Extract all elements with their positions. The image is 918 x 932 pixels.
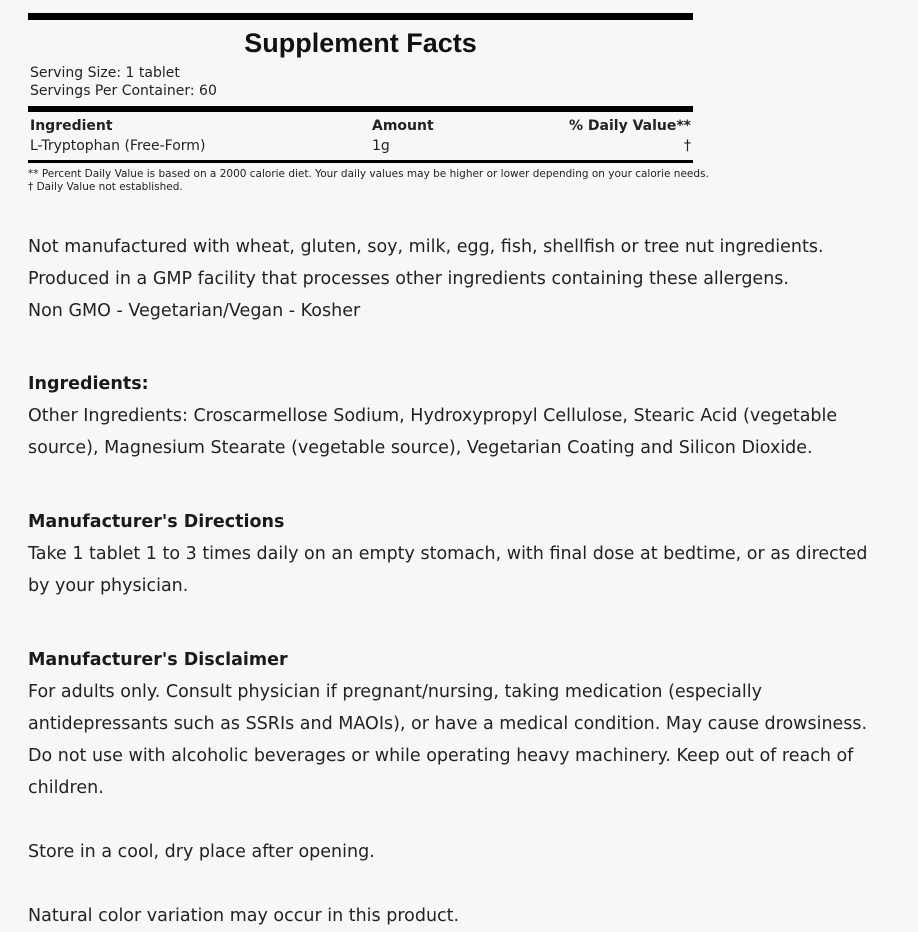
table-row — [28, 134, 693, 160]
facts-top-rule — [28, 13, 693, 20]
column-header-daily-value: % Daily Value** — [569, 118, 691, 134]
facts-table — [28, 112, 693, 160]
facts-title: Supplement Facts — [244, 28, 477, 58]
servings-per-container: Servings Per Container: 60 — [30, 83, 217, 99]
footnote-percent-daily-value: ** Percent Daily Value is based on a 2000 calorie diet. Your daily values may be higher or lower depending on your calorie needs. — [28, 168, 709, 180]
disclaimer-heading: Manufacturer's Disclaimer — [28, 650, 288, 670]
directions-text: Take 1 tablet 1 to 3 times daily on an empty stomach, with final dose at bedtime, or as directed by your physician. — [28, 544, 868, 596]
facts-header-row — [28, 112, 693, 134]
ingredients-text: Other Ingredients: Croscarmellose Sodium, Hydroxypropyl Cellulose, Stearic Acid (vegetable source), Magnesium Stearate (vegetable source), Vegetarian Coating and Silicon Dioxide. — [28, 406, 838, 458]
certifications: Non GMO - Vegetarian/Vegan - Kosher — [28, 301, 361, 321]
column-header-ingredient: Ingredient — [30, 118, 113, 134]
directions-heading: Manufacturer's Directions — [28, 512, 285, 532]
product-description — [28, 231, 868, 932]
color-variation-note: Natural color variation may occur in this product. — [28, 906, 460, 926]
row-amount: 1g — [372, 138, 390, 154]
footnote-daily-value-not-established: † Daily Value not established. — [28, 181, 183, 193]
allergen-statement: Not manufactured with wheat, gluten, soy, milk, egg, fish, shellfish or tree nut ingredients. Produced in a GMP facility that processes other ingredients containing these allergens. — [28, 237, 824, 289]
column-header-amount: Amount — [372, 118, 434, 134]
storage-instructions: Store in a cool, dry place after opening. — [28, 842, 375, 862]
facts-footnotes — [28, 163, 709, 194]
row-daily-value: † — [684, 138, 691, 154]
disclaimer-text: For adults only. Consult physician if pregnant/nursing, taking medication (especially antidepressants such as SSRIs and MAOIs), or have a medical condition. May cause drowsiness. Do not use with alcoholic beverages or while operating heavy machinery. Keep out of reach of children. — [28, 682, 868, 798]
row-ingredient: L-Tryptophan (Free-Form) — [30, 138, 206, 154]
serving-size: Serving Size: 1 tablet — [30, 65, 180, 81]
supplement-facts-panel — [28, 13, 709, 194]
ingredients-heading: Ingredients: — [28, 374, 149, 394]
